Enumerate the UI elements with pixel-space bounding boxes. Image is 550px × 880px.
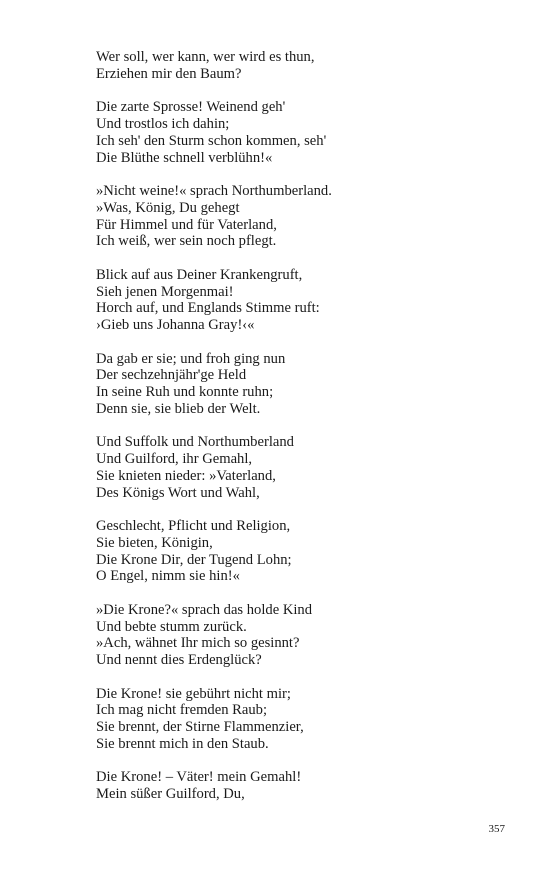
poem-line: Die Krone Dir, der Tugend Lohn;: [96, 551, 292, 568]
page-number: 357: [488, 823, 505, 835]
stanza-9: [96, 686, 496, 753]
poem-line: Blick auf aus Deiner Krankengruft,: [96, 266, 303, 283]
poem-line: O Engel, nimm sie hin!«: [96, 568, 240, 585]
stanza-4: [96, 267, 496, 334]
poem-line: »Die Krone?« sprach das holde Kind: [96, 601, 313, 618]
poem-line: Des Königs Wort und Wahl,: [96, 484, 260, 501]
poem-line: Die zarte Sprosse! Weinend geh': [96, 99, 286, 116]
poem-line: Ich seh' den Sturm schon kommen, seh': [96, 132, 327, 149]
poem-line: Horch auf, und Englands Stimme ruft:: [96, 300, 320, 317]
stanza-7: [96, 518, 496, 585]
poem-line: Mein süßer Guilford, Du,: [96, 786, 245, 803]
poem-line: Geschlecht, Pflicht und Religion,: [96, 518, 291, 535]
poem-line: Sie brennt, der Stirne Flammenzier,: [96, 719, 304, 736]
stanza-2: [96, 99, 496, 166]
poem-line: »Nicht weine!« sprach Northumberland.: [96, 182, 332, 199]
poem-line: Für Himmel und für Vaterland,: [96, 216, 277, 233]
stanza-1: [96, 49, 496, 83]
poem-line: Denn sie, sie blieb der Welt.: [96, 400, 261, 417]
poem-line: Erziehen mir den Baum?: [96, 65, 242, 82]
stanza-6: [96, 434, 496, 501]
poem-line: Ich weiß, wer sein noch pflegt.: [96, 233, 277, 250]
poem-line: Ich mag nicht fremden Raub;: [96, 702, 268, 719]
poem-line: Da gab er sie; und froh ging nun: [96, 350, 286, 367]
poem-line: Und Guilford, ihr Gemahl,: [96, 451, 253, 468]
poem-line: »Ach, wähnet Ihr mich so gesinnt?: [96, 635, 300, 652]
poem-line: Sie knieten nieder: »Vaterland,: [96, 467, 276, 484]
poem-line: Sie brennt mich in den Staub.: [96, 736, 269, 753]
poem-line: »Was, König, Du gehegt: [96, 199, 240, 216]
poem-line: Die Krone! – Väter! mein Gemahl!: [96, 769, 302, 786]
poem-line: Die Blüthe schnell verblühn!«: [96, 149, 273, 166]
poem-line: Und bebte stumm zurück.: [96, 618, 247, 635]
poem-line: Und nennt dies Erdenglück?: [96, 652, 262, 669]
poem-text: [96, 49, 496, 820]
poem-line: Sie bieten, Königin,: [96, 534, 213, 551]
poem-line: In seine Ruh und konnte ruhn;: [96, 384, 274, 401]
poem-line: Wer soll, wer kann, wer wird es thun,: [96, 49, 315, 65]
poem-line: Und Suffolk und Northumberland: [96, 434, 294, 451]
poem-line: Der sechzehnjähr'ge Held: [96, 367, 247, 384]
stanza-10: [96, 769, 496, 803]
stanza-5: [96, 351, 496, 418]
poem-line: Sieh jenen Morgenmai!: [96, 283, 234, 300]
poem-line: Und trostlos ich dahin;: [96, 115, 230, 132]
poem-line: ›Gieb uns Johanna Gray!‹«: [96, 317, 255, 334]
stanza-3: [96, 183, 496, 250]
stanza-8: [96, 602, 496, 669]
poem-line: Die Krone! sie gebührt nicht mir;: [96, 685, 291, 702]
